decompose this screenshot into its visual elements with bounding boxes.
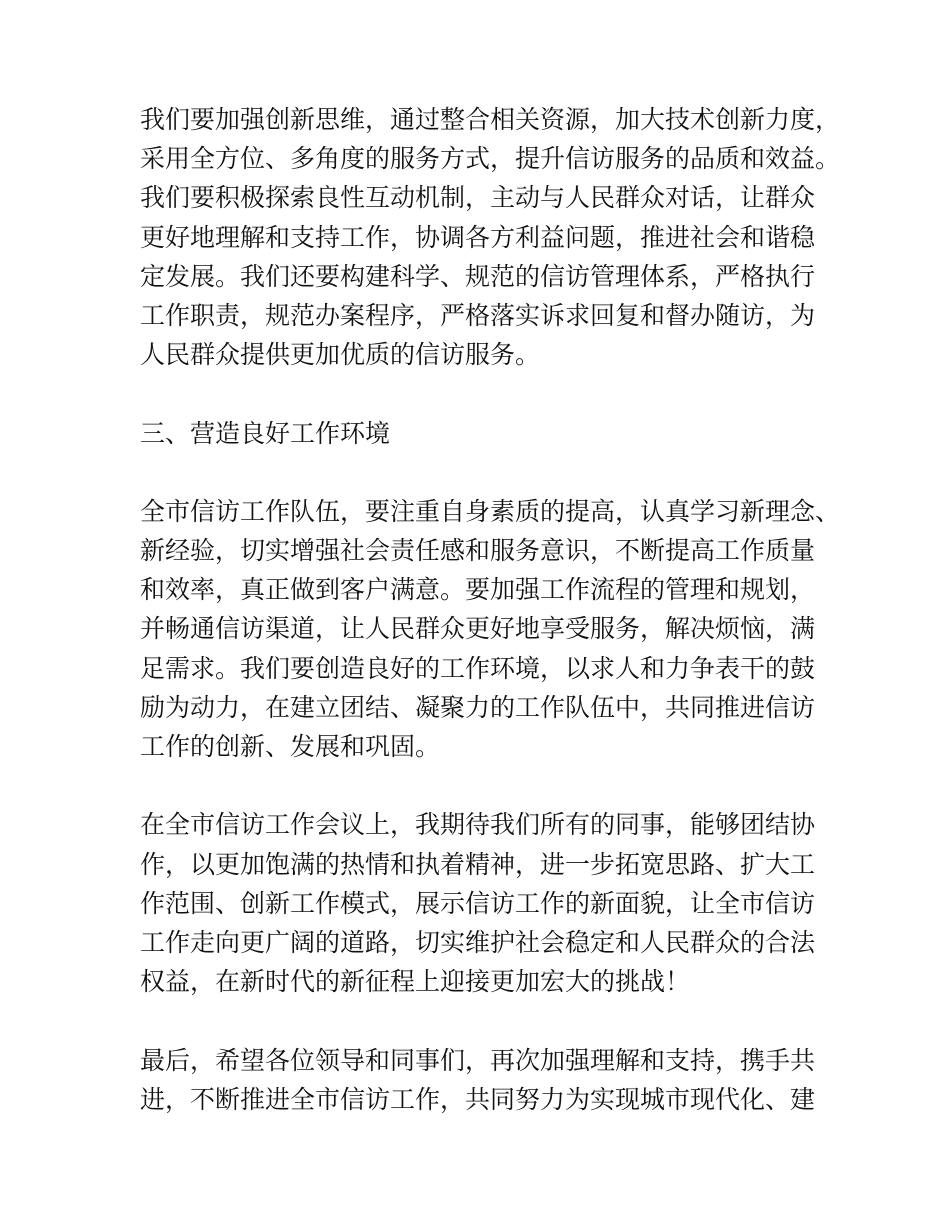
text-line: 最后，希望各位领导和同事们，再次加强理解和支持，携手共 <box>140 1045 816 1075</box>
paragraph-innovation <box>140 100 841 374</box>
text-line: 和效率，真正做到客户满意。要加强工作流程的管理和规划， <box>140 575 816 605</box>
text-line: 励为动力，在建立团结、凝聚力的工作队伍中，共同推进信访 <box>140 692 816 722</box>
paragraph-gap <box>140 374 826 413</box>
text-line: 作，以更加饱满的热情和执着精神，进一步拓宽思路、扩大工 <box>140 849 816 879</box>
paragraph-gap <box>140 766 826 805</box>
text-line: 足需求。我们要创造良好的工作环境，以求人和力争表干的鼓 <box>140 653 816 683</box>
text-line: 进，不断推进全市信访工作，共同努力为实现城市现代化、建 <box>140 1084 816 1114</box>
paragraph-gap <box>140 453 826 492</box>
text-line: 定发展。我们还要构建科学、规范的信访管理体系，严格执行 <box>140 261 816 291</box>
text-line: 更好地理解和支持工作，协调各方利益问题，推进社会和谐稳 <box>140 222 816 252</box>
document-body <box>140 100 841 1119</box>
text-line: 我们要积极探索良性互动机制，主动与人民群众对话，让群众 <box>140 183 816 213</box>
text-line: 权益，在新时代的新征程上迎接更加宏大的挑战！ <box>140 967 691 997</box>
text-line: 新经验，切实增强社会责任感和服务意识，不断提高工作质量 <box>140 536 816 566</box>
heading-line: 三、营造良好工作环境 <box>140 418 391 448</box>
text-line: 并畅通信访渠道，让人民群众更好地享受服务，解决烦恼，满 <box>140 614 816 644</box>
text-line: 人民群众提供更加优质的信访服务。 <box>140 340 541 370</box>
paragraph-closing <box>140 1041 826 1119</box>
text-line: 工作职责，规范办案程序，严格落实诉求回复和督办随访，为 <box>140 300 816 330</box>
text-line: 在全市信访工作会议上，我期待我们所有的同事，能够团结协 <box>140 810 816 840</box>
text-line: 作范围、创新工作模式，展示信访工作的新面貌，让全市信访 <box>140 888 816 918</box>
text-line: 我们要加强创新思维，通过整合相关资源，加大技术创新力度， <box>140 105 841 134</box>
section-heading <box>140 414 826 453</box>
text-line: 采用全方位、多角度的服务方式，提升信访服务的品质和效益。 <box>140 144 841 174</box>
text-line: 工作的创新、发展和巩固。 <box>140 732 441 761</box>
text-line: 全市信访工作队伍，要注重自身素质的提高，认真学习新理念、 <box>140 496 841 526</box>
paragraph-gap <box>140 1001 826 1040</box>
text-line: 工作走向更广阔的道路，切实维护社会稳定和人民群众的合法 <box>140 927 816 957</box>
paragraph-team <box>140 492 841 766</box>
paragraph-meeting <box>140 805 826 1001</box>
